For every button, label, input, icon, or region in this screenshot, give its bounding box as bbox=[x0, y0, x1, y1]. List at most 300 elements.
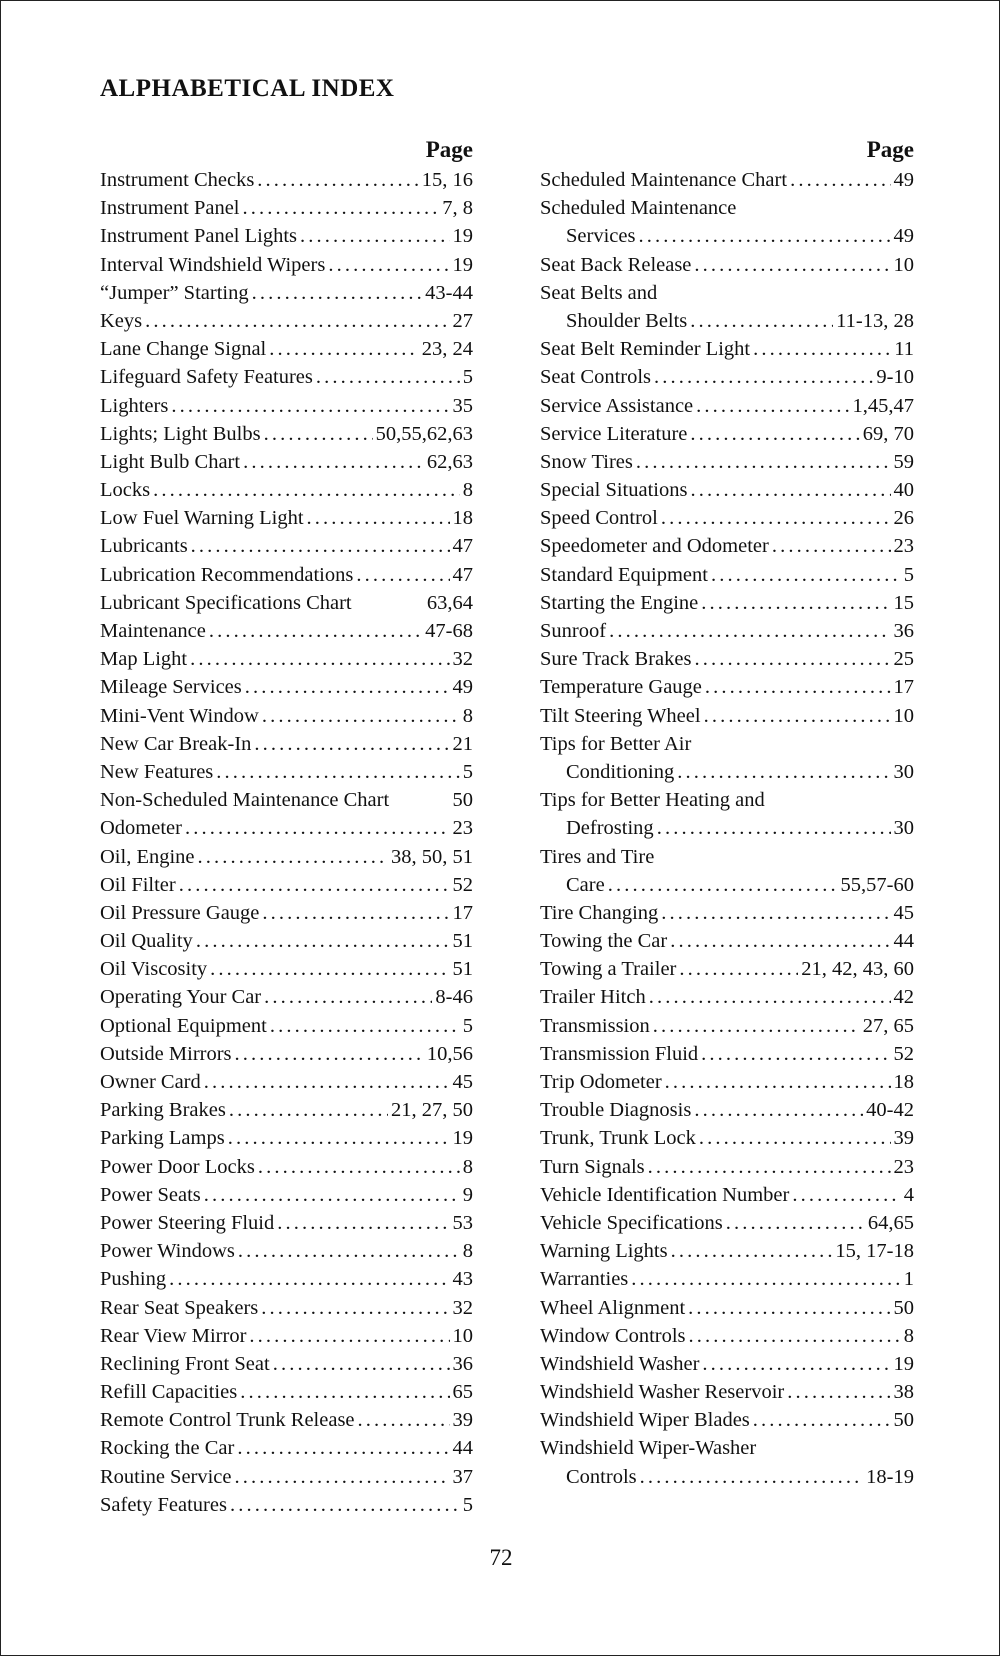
dot-leader bbox=[690, 307, 833, 335]
index-term: Seat Controls bbox=[540, 366, 652, 389]
dot-leader bbox=[694, 1096, 863, 1124]
index-entry bbox=[540, 392, 914, 420]
index-entry bbox=[100, 1406, 473, 1434]
index-entry bbox=[540, 1068, 914, 1096]
dot-leader bbox=[688, 1294, 890, 1322]
index-entry bbox=[100, 1040, 473, 1068]
dot-leader bbox=[772, 532, 891, 560]
index-entry bbox=[540, 476, 914, 504]
index-page-ref: 50 bbox=[893, 1296, 914, 1319]
dot-leader bbox=[169, 1265, 449, 1293]
index-entry bbox=[100, 1434, 473, 1462]
index-page-ref: 23 bbox=[893, 535, 914, 558]
index-entry bbox=[100, 1096, 473, 1124]
index-entry bbox=[100, 561, 473, 589]
index-page-ref: 21 bbox=[452, 732, 473, 755]
index-term: Oil Pressure Gauge bbox=[100, 901, 260, 924]
index-page-ref: 63,64 bbox=[426, 591, 473, 614]
dot-leader bbox=[640, 1463, 864, 1491]
index-term: Tires and Tire bbox=[540, 845, 655, 868]
index-page-ref: 50 bbox=[893, 1409, 914, 1432]
index-page-ref: 5 bbox=[462, 1014, 473, 1037]
index-entry bbox=[100, 673, 473, 701]
page-title: ALPHABETICAL INDEX bbox=[100, 75, 395, 102]
index-page-ref: 21, 27, 50 bbox=[391, 1099, 473, 1122]
index-entry-list bbox=[100, 166, 473, 1519]
index-page-ref: 4 bbox=[903, 1183, 914, 1206]
index-term: New Features bbox=[100, 760, 214, 783]
index-term: Starting the Engine bbox=[540, 591, 699, 614]
index-entry bbox=[540, 1237, 914, 1265]
index-page-ref: 18 bbox=[452, 507, 473, 530]
index-entry bbox=[540, 1265, 914, 1293]
index-entry bbox=[100, 1463, 473, 1491]
index-page-ref: 35 bbox=[452, 394, 473, 417]
index-term: Transmission bbox=[540, 1014, 650, 1037]
dot-leader bbox=[228, 1124, 450, 1152]
index-page-ref: 5 bbox=[903, 563, 914, 586]
index-page-ref: 64,65 bbox=[867, 1211, 914, 1234]
index-page-ref: 23 bbox=[893, 1155, 914, 1178]
index-page-ref: 36 bbox=[452, 1352, 473, 1375]
index-page-ref: 8 bbox=[462, 1155, 473, 1178]
dot-leader bbox=[696, 392, 849, 420]
index-page-ref: 19 bbox=[893, 1352, 914, 1375]
index-term: Transmission Fluid bbox=[540, 1042, 699, 1065]
dot-leader bbox=[328, 251, 449, 279]
index-term: Instrument Panel Lights bbox=[100, 225, 298, 248]
dot-leader bbox=[261, 1294, 449, 1322]
index-page-ref: 19 bbox=[452, 1127, 473, 1150]
index-entry bbox=[540, 251, 914, 279]
dot-leader bbox=[216, 758, 459, 786]
dot-leader bbox=[689, 1322, 901, 1350]
index-term: Speedometer and Odometer bbox=[540, 535, 769, 558]
dot-leader bbox=[670, 927, 890, 955]
index-entry bbox=[100, 983, 473, 1011]
index-page-ref: 17 bbox=[893, 676, 914, 699]
index-page-ref: 23 bbox=[452, 817, 473, 840]
index-entry bbox=[100, 843, 473, 871]
dot-leader bbox=[648, 1153, 891, 1181]
index-entry bbox=[540, 561, 914, 589]
index-entry bbox=[540, 1124, 914, 1152]
index-term: Tilt Steering Wheel bbox=[540, 704, 701, 727]
index-term: Lighters bbox=[100, 394, 169, 417]
index-page-ref: 15, 17-18 bbox=[835, 1240, 914, 1263]
index-term: Tire Changing bbox=[540, 901, 659, 924]
dot-leader bbox=[235, 1463, 450, 1491]
index-term: Seat Back Release bbox=[540, 253, 692, 276]
index-term: Routine Service bbox=[100, 1465, 232, 1488]
index-term: Seat Belt Reminder Light bbox=[540, 338, 751, 361]
index-term: Trailer Hitch bbox=[540, 986, 646, 1009]
index-term: Service Assistance bbox=[540, 394, 694, 417]
dot-leader bbox=[262, 702, 460, 730]
index-entry bbox=[100, 420, 473, 448]
index-page-ref: 8 bbox=[462, 704, 473, 727]
dot-leader bbox=[609, 617, 890, 645]
index-entry bbox=[540, 222, 914, 250]
dot-leader bbox=[277, 1209, 449, 1237]
index-entry bbox=[100, 448, 473, 476]
index-entry bbox=[100, 251, 473, 279]
index-page-ref: 8-46 bbox=[435, 986, 473, 1009]
index-page-ref: 19 bbox=[452, 253, 473, 276]
index-page-ref: 8 bbox=[462, 1240, 473, 1263]
dot-leader bbox=[726, 1209, 865, 1237]
dot-leader bbox=[677, 758, 890, 786]
index-entry bbox=[100, 1350, 473, 1378]
index-entry bbox=[100, 589, 473, 617]
index-entry bbox=[100, 1265, 473, 1293]
index-entry bbox=[100, 222, 473, 250]
dot-leader bbox=[694, 645, 890, 673]
index-page-ref: 23, 24 bbox=[421, 338, 473, 361]
index-term: Odometer bbox=[100, 817, 182, 840]
index-entry bbox=[540, 335, 914, 363]
index-entry bbox=[100, 730, 473, 758]
index-term: Locks bbox=[100, 479, 151, 502]
index-entry bbox=[100, 1124, 473, 1152]
dot-leader bbox=[273, 1350, 450, 1378]
dot-leader bbox=[653, 1012, 860, 1040]
index-entry bbox=[540, 1012, 914, 1040]
dot-leader bbox=[753, 1406, 891, 1434]
index-entry bbox=[540, 786, 914, 814]
dot-leader bbox=[245, 673, 450, 701]
index-term: Trunk, Trunk Lock bbox=[540, 1127, 696, 1150]
dot-leader bbox=[704, 702, 891, 730]
index-term: Lubricant Specifications Chart bbox=[100, 591, 352, 614]
index-entry bbox=[540, 448, 914, 476]
index-entry bbox=[540, 899, 914, 927]
dot-leader bbox=[790, 166, 890, 194]
index-entry bbox=[540, 758, 914, 786]
index-page-ref: 1,45,47 bbox=[852, 394, 914, 417]
index-entry bbox=[540, 843, 914, 871]
dot-leader bbox=[787, 1378, 890, 1406]
index-page-ref: 5 bbox=[462, 760, 473, 783]
index-entry bbox=[100, 1294, 473, 1322]
index-term: Lubrication Recommendations bbox=[100, 563, 354, 586]
page-number: 72 bbox=[489, 1545, 513, 1570]
index-entry bbox=[100, 166, 473, 194]
index-entry-list bbox=[540, 166, 914, 1491]
index-term: Mini-Vent Window bbox=[100, 704, 259, 727]
dot-leader bbox=[145, 307, 449, 335]
index-entry bbox=[100, 392, 473, 420]
index-page-ref: 45 bbox=[893, 901, 914, 924]
index-page-ref: 21, 42, 43, 60 bbox=[801, 958, 914, 981]
dot-leader bbox=[300, 222, 449, 250]
index-entry bbox=[540, 673, 914, 701]
index-entry bbox=[100, 307, 473, 335]
index-entry bbox=[100, 279, 473, 307]
index-page-ref: 43-44 bbox=[425, 281, 473, 304]
index-page-ref: 15 bbox=[893, 591, 914, 614]
index-term: Seat Belts and bbox=[540, 281, 658, 304]
dot-leader bbox=[209, 617, 422, 645]
index-page-ref: 19 bbox=[452, 225, 473, 248]
dot-leader bbox=[191, 532, 450, 560]
dot-leader bbox=[638, 222, 890, 250]
index-term: Rocking the Car bbox=[100, 1437, 235, 1460]
index-term: New Car Break-In bbox=[100, 732, 252, 755]
index-entry bbox=[540, 1096, 914, 1124]
dot-leader bbox=[316, 363, 460, 391]
dot-leader bbox=[657, 814, 891, 842]
index-page-ref: 38, 50, 51 bbox=[391, 845, 473, 868]
index-page-ref: 52 bbox=[893, 1042, 914, 1065]
dot-leader bbox=[701, 589, 890, 617]
index-entry bbox=[100, 871, 473, 899]
index-page-ref: 50,55,62,63 bbox=[375, 422, 473, 445]
dot-leader bbox=[185, 814, 450, 842]
dot-leader bbox=[608, 871, 838, 899]
index-page-ref: 37 bbox=[452, 1465, 473, 1488]
index-term: Oil Viscosity bbox=[100, 958, 208, 981]
index-term: Defrosting bbox=[566, 817, 654, 840]
dot-leader bbox=[631, 1265, 900, 1293]
dot-leader bbox=[190, 645, 449, 673]
index-page-ref: 62,63 bbox=[426, 450, 473, 473]
dot-leader bbox=[196, 927, 450, 955]
index-entry bbox=[100, 955, 473, 983]
index-page-ref: 8 bbox=[462, 479, 473, 502]
index-page-ref: 44 bbox=[452, 1437, 473, 1460]
dot-leader bbox=[690, 476, 890, 504]
index-page-ref: 10 bbox=[452, 1324, 473, 1347]
index-term: Lights; Light Bulbs bbox=[100, 422, 261, 445]
index-term: Oil Filter bbox=[100, 873, 176, 896]
dot-leader bbox=[671, 1237, 833, 1265]
index-term: Warranties bbox=[540, 1268, 629, 1291]
index-entry bbox=[100, 786, 473, 814]
index-entry bbox=[100, 758, 473, 786]
index-page-ref: 44 bbox=[893, 930, 914, 953]
index-page-ref: 10 bbox=[893, 253, 914, 276]
index-entry bbox=[100, 645, 473, 673]
dot-leader bbox=[702, 1350, 890, 1378]
index-term: Maintenance bbox=[100, 620, 206, 642]
index-entry bbox=[100, 532, 473, 560]
index-page-ref: 10,56 bbox=[426, 1042, 473, 1065]
index-term: Keys bbox=[100, 309, 143, 332]
index-page-ref: 8 bbox=[903, 1324, 914, 1347]
index-term: Windshield Wiper Blades bbox=[540, 1409, 750, 1432]
index-entry bbox=[540, 1406, 914, 1434]
index-term: Power Windows bbox=[100, 1240, 235, 1263]
index-term: Service Literature bbox=[540, 422, 688, 445]
index-term: Owner Card bbox=[100, 1071, 201, 1093]
index-entry bbox=[100, 194, 473, 222]
dot-leader bbox=[238, 1237, 460, 1265]
index-entry bbox=[540, 1463, 914, 1491]
index-page-ref: 7, 8 bbox=[442, 197, 473, 220]
index-entry bbox=[540, 1350, 914, 1378]
index-term: Safety Features bbox=[100, 1493, 227, 1516]
dot-leader bbox=[252, 279, 423, 307]
index-entry bbox=[540, 1294, 914, 1322]
dot-leader bbox=[661, 504, 891, 532]
index-page-ref: 49 bbox=[452, 676, 473, 699]
index-entry bbox=[100, 1322, 473, 1350]
index-page-ref: 1 bbox=[903, 1268, 914, 1291]
dot-leader bbox=[665, 1068, 891, 1096]
index-page-ref: 9-10 bbox=[876, 366, 914, 389]
index-page-ref: 59 bbox=[893, 450, 914, 473]
index-term: Towing a Trailer bbox=[540, 958, 677, 981]
index-term: Care bbox=[566, 873, 605, 896]
dot-leader bbox=[690, 420, 859, 448]
index-term: Oil Quality bbox=[100, 930, 193, 953]
dot-leader bbox=[204, 1181, 460, 1209]
dot-leader bbox=[269, 335, 419, 363]
index-page-ref: 11-13, 28 bbox=[836, 309, 914, 332]
dot-leader bbox=[262, 899, 449, 927]
index-term: Windshield Wiper-Washer bbox=[540, 1437, 757, 1460]
index-entry bbox=[540, 814, 914, 842]
index-entry bbox=[540, 166, 914, 194]
dot-leader bbox=[243, 448, 424, 476]
index-term: “Jumper” Starting bbox=[100, 281, 249, 304]
index-entry bbox=[540, 1434, 914, 1462]
dot-leader bbox=[358, 1406, 450, 1434]
index-entry bbox=[540, 983, 914, 1011]
index-term: Scheduled Maintenance bbox=[540, 197, 737, 220]
index-term: Parking Brakes bbox=[100, 1099, 226, 1122]
dot-leader bbox=[679, 955, 798, 983]
index-page-ref: 65 bbox=[452, 1381, 473, 1404]
index-term: Lifeguard Safety Features bbox=[100, 366, 313, 389]
index-term: Instrument Panel bbox=[100, 197, 240, 220]
index-page-ref: 5 bbox=[462, 1493, 473, 1516]
dot-leader bbox=[270, 1012, 460, 1040]
index-term: Sure Track Brakes bbox=[540, 648, 692, 671]
index-page-ref: 15, 16 bbox=[421, 169, 473, 191]
index-page-ref: 47 bbox=[452, 563, 473, 586]
dot-leader bbox=[264, 420, 373, 448]
index-entry bbox=[540, 871, 914, 899]
index-entry bbox=[100, 363, 473, 391]
index-entry bbox=[100, 702, 473, 730]
index-term: Refill Capacities bbox=[100, 1381, 238, 1404]
index-term: Turn Signals bbox=[540, 1155, 645, 1178]
index-page-ref: 69, 70 bbox=[862, 422, 914, 445]
dot-leader bbox=[179, 871, 450, 899]
index-page-ref: 50 bbox=[452, 789, 473, 812]
index-term: Scheduled Maintenance Chart bbox=[540, 169, 788, 191]
index-column-right bbox=[540, 134, 914, 1491]
dot-leader bbox=[661, 899, 890, 927]
dot-leader bbox=[229, 1096, 388, 1124]
index-term: Map Light bbox=[100, 648, 188, 671]
index-entry bbox=[100, 899, 473, 927]
dot-leader bbox=[243, 194, 440, 222]
index-term: Power Door Locks bbox=[100, 1155, 255, 1178]
index-page-ref: 27 bbox=[452, 309, 473, 332]
dot-leader bbox=[210, 955, 449, 983]
index-term: Light Bulb Chart bbox=[100, 450, 241, 473]
dot-leader bbox=[254, 730, 449, 758]
index-term: Wheel Alignment bbox=[540, 1296, 686, 1319]
index-page-ref: 47 bbox=[452, 535, 473, 558]
index-page-ref: 49 bbox=[893, 225, 914, 248]
index-term: Interval Windshield Wipers bbox=[100, 253, 326, 276]
index-page-ref: 9 bbox=[462, 1183, 473, 1206]
dot-leader bbox=[792, 1181, 900, 1209]
index-page-ref: 51 bbox=[452, 930, 473, 953]
index-term: Lubricants bbox=[100, 535, 188, 558]
index-term: Remote Control Trunk Release bbox=[100, 1409, 355, 1432]
index-term: Vehicle Specifications bbox=[540, 1211, 723, 1234]
index-page-ref: 40-42 bbox=[866, 1099, 914, 1122]
index-term: Warning Lights bbox=[540, 1240, 668, 1263]
index-page-ref: 27, 65 bbox=[862, 1014, 914, 1037]
index-page-ref: 39 bbox=[452, 1409, 473, 1432]
index-term: Operating Your Car bbox=[100, 986, 262, 1009]
dot-leader bbox=[711, 561, 901, 589]
dot-leader bbox=[307, 504, 450, 532]
index-column-left bbox=[100, 134, 473, 1519]
dot-leader bbox=[198, 843, 388, 871]
index-entry bbox=[100, 1068, 473, 1096]
index-term: Towing the Car bbox=[540, 930, 668, 953]
index-page-ref: 47-68 bbox=[425, 620, 473, 642]
index-page-ref: 30 bbox=[893, 760, 914, 783]
index-term: Parking Lamps bbox=[100, 1127, 225, 1150]
index-term: Speed Control bbox=[540, 507, 658, 530]
index-page-ref: 25 bbox=[893, 648, 914, 671]
index-term: Vehicle Identification Number bbox=[540, 1183, 790, 1206]
index-entry bbox=[540, 194, 914, 222]
index-entry bbox=[540, 645, 914, 673]
dot-leader bbox=[264, 983, 432, 1011]
dot-leader bbox=[753, 335, 891, 363]
index-term: Trouble Diagnosis bbox=[540, 1099, 692, 1122]
index-page-ref: 26 bbox=[893, 507, 914, 530]
index-term: Lane Change Signal bbox=[100, 338, 267, 361]
index-page-ref: 55,57-60 bbox=[840, 873, 914, 896]
index-page-ref: 5 bbox=[462, 366, 473, 389]
index-term: Non-Scheduled Maintenance Chart bbox=[100, 789, 390, 812]
index-entry bbox=[100, 617, 473, 645]
index-term: Standard Equipment bbox=[540, 563, 708, 586]
index-page-ref: 43 bbox=[452, 1268, 473, 1291]
index-entry bbox=[540, 1040, 914, 1068]
index-entry bbox=[540, 532, 914, 560]
index-page-ref: 18 bbox=[893, 1071, 914, 1093]
index-term: Optional Equipment bbox=[100, 1014, 267, 1037]
index-term: Tips for Better Heating and bbox=[540, 789, 765, 812]
index-entry bbox=[540, 420, 914, 448]
index-page-ref: 32 bbox=[452, 648, 473, 671]
dot-leader bbox=[705, 673, 891, 701]
index-page-ref: 30 bbox=[893, 817, 914, 840]
index-entry bbox=[540, 730, 914, 758]
index-term: Rear Seat Speakers bbox=[100, 1296, 259, 1319]
index-page-ref: 32 bbox=[452, 1296, 473, 1319]
dot-leader bbox=[636, 448, 891, 476]
index-entry bbox=[100, 1237, 473, 1265]
index-term: Snow Tires bbox=[540, 450, 633, 473]
dot-leader bbox=[171, 392, 449, 420]
dot-leader bbox=[699, 1124, 891, 1152]
index-entry bbox=[540, 927, 914, 955]
index-entry bbox=[540, 307, 914, 335]
index-entry bbox=[100, 1378, 473, 1406]
